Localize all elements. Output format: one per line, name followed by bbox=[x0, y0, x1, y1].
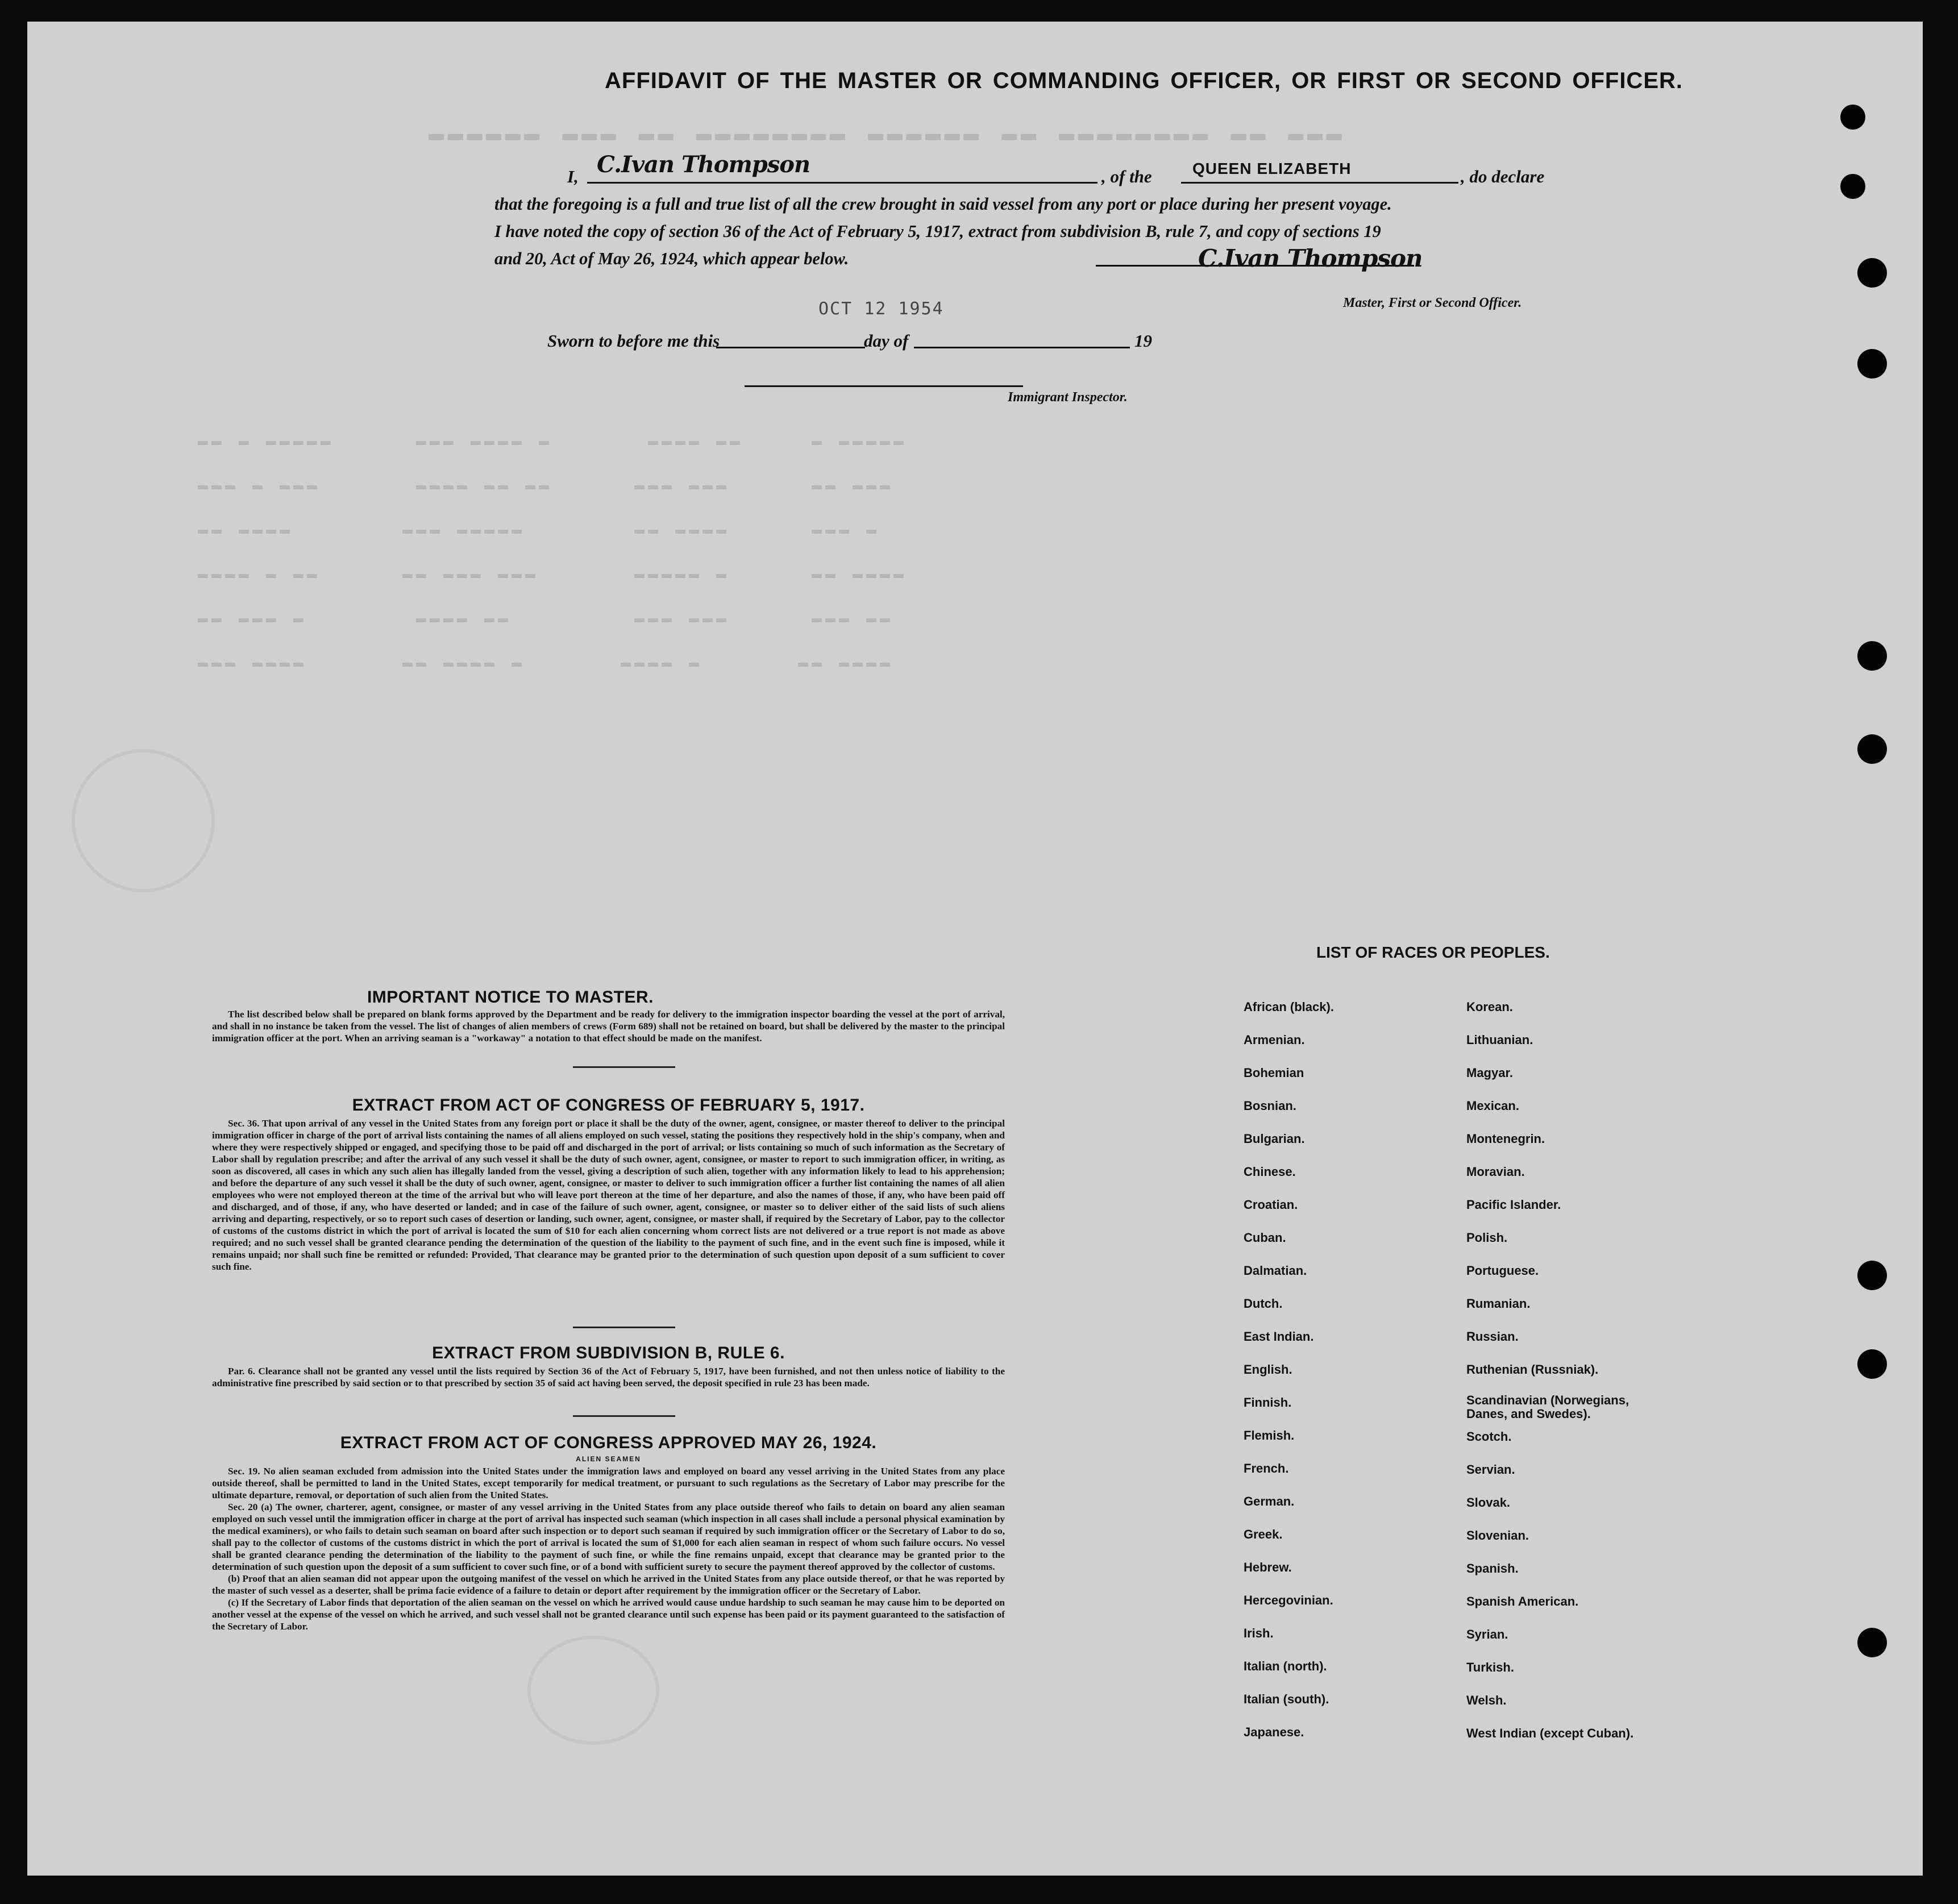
race-item: Welsh. bbox=[1466, 1693, 1507, 1707]
affidavit-title: AFFIDAVIT OF THE MASTER OR COMMANDING OFFICER, OR FIRST OR SECOND OFFICER. bbox=[605, 68, 1683, 93]
race-item: Spanish. bbox=[1466, 1561, 1519, 1575]
bleed-through-rows: ▬▬ ▬ ▬▬▬▬▬ ▬▬▬ ▬▬▬▬ ▬ ▬▬▬▬ ▬▬ ▬ ▬▬▬▬▬ ▬▬▬ ▬ ▬▬▬ ▬▬▬▬ ▬▬ ▬▬ ▬▬▬ ▬▬▬ ▬▬ ▬▬▬ ▬▬ ▬▬▬▬ ▬▬▬ ▬▬▬▬▬ ▬▬ ▬▬▬▬ ▬▬▬ ▬ ▬▬▬▬ ▬ ▬▬ ▬▬ ▬▬▬ ▬▬▬ ▬▬▬▬▬ ▬ ▬▬ ▬▬▬▬ ▬▬ ▬▬▬ ▬ ▬▬▬▬ ▬▬ ▬▬▬ ▬▬▬ ▬▬▬ ▬▬ ▬▬▬ ▬▬▬▬ ▬▬ ▬▬▬▬ ▬ ▬▬▬▬ ▬ ▬▬ ▬▬▬▬ bbox=[198, 432, 908, 673]
declaration-line-4: and 20, Act of May 26, 1924, which appear below. bbox=[494, 249, 849, 268]
race-item: Moravian. bbox=[1466, 1165, 1525, 1179]
extract-1917-text bbox=[212, 1117, 1005, 1273]
race-item: Montenegrin. bbox=[1466, 1132, 1545, 1146]
race-item: Irish. bbox=[1244, 1626, 1274, 1640]
races-title: LIST OF RACES OR PEOPLES. bbox=[1316, 943, 1550, 961]
race-item: Mexican. bbox=[1466, 1099, 1519, 1113]
race-item: Scotch. bbox=[1466, 1429, 1512, 1444]
sworn-month-line bbox=[914, 347, 1130, 348]
year-prefix: 19 bbox=[1134, 331, 1152, 351]
race-item: Bohemian bbox=[1244, 1066, 1304, 1080]
race-item: Italian (south). bbox=[1244, 1692, 1329, 1706]
sec20a-paragraph: Sec. 20 (a) The owner, charterer, agent, consignee, or master of any vessel arriving in the United States from any place outside thereof who fails to detain on board any alien seaman employed on such vessel until the immigration officer in charge at the port of arrival has inspected such seaman (which inspection in all cases shall include a personal physical examination by the medical examiners), or who fails to detain such seaman on board after such inspection or to deport such seaman if required by such immigration officer or the Secretary of Labor to do so, shall pay to the collector of customs of the customs district in which the port of arrival is located the sum of $1,000 for each alien seaman in respect of whom such failure occurs. No vessel shall be granted clearance pending the determination of the liability to the payment of such fine, or while the fine remains unpaid, except that clearance may be granted prior to the determination of such question upon the deposit of a sum sufficient to cover such fine, or of a bond with sufficient surety to secure the payment thereof approved by the collector of customs. bbox=[212, 1502, 1005, 1572]
declaration-prefix: I, bbox=[567, 167, 579, 186]
punch-hole bbox=[1857, 349, 1887, 379]
race-item: Bosnian. bbox=[1244, 1099, 1296, 1113]
race-item: East Indian. bbox=[1244, 1329, 1314, 1344]
rule6-paragraph: Par. 6. Clearance shall not be granted any vessel until the lists required by Section 36 of the Act of February 5, 1917, have been furnished, and not then unless notice of liability to the administrative fine prescribed by said section or to that prescribed by section 35 of said act having been served, the deposit specified in rule 23 has been made. bbox=[212, 1366, 1005, 1388]
inspector-caption: Immigrant Inspector. bbox=[1008, 390, 1128, 405]
rule6-title: EXTRACT FROM SUBDIVISION B, RULE 6. bbox=[432, 1344, 785, 1362]
punch-hole bbox=[1857, 258, 1887, 288]
punch-hole bbox=[1857, 734, 1887, 764]
sec20c-paragraph: (c) If the Secretary of Labor finds that deportation of the alien seaman on the vessel on which he arrived would cause undue hardship to such seaman he may cause him to be deported on another vessel at the expense of the vessel on which he arrived, and such vessel shall not be granted clearance until such expense has been paid or its payment guaranteed to the satisfaction of the Secretary of Labor. bbox=[212, 1597, 1005, 1632]
race-item: Polish. bbox=[1466, 1230, 1508, 1245]
race-item: Servian. bbox=[1466, 1462, 1515, 1477]
race-item: Rumanian. bbox=[1466, 1296, 1531, 1311]
notice-paragraph: The list described below shall be prepared on blank forms approved by the Department and be ready for delivery to the immigration inspector boarding the vessel at the port of arrival, and shall in no instance be taken from the vessel. The list of changes of alien members of crews (Form 689) shall not be retained on board, but shall be delivered by the master to the principal immigration officer at the port. When an arriving seaman is a "workaway" a notation to that effect should be made on the manifest. bbox=[212, 1009, 1005, 1044]
race-item: Hercegovinian. bbox=[1244, 1593, 1333, 1607]
race-item: Italian (north). bbox=[1244, 1659, 1327, 1673]
faint-seal-mark-lower bbox=[527, 1636, 659, 1745]
race-item: Bulgarian. bbox=[1244, 1132, 1305, 1146]
officer-signature: C.Ivan Thompson bbox=[1198, 244, 1423, 272]
race-item: German. bbox=[1244, 1494, 1295, 1508]
extract-1917-title: EXTRACT FROM ACT OF CONGRESS OF FEBRUARY 5, 1917. bbox=[352, 1096, 865, 1115]
declaration-line-2: that the foregoing is a full and true list of all the crew brought in said vessel from any port or place during her present voyage. bbox=[494, 194, 1392, 214]
race-item: Dutch. bbox=[1244, 1296, 1283, 1311]
punch-hole bbox=[1857, 1261, 1887, 1290]
race-item: English. bbox=[1244, 1362, 1292, 1377]
punch-hole bbox=[1857, 1349, 1887, 1379]
sworn-text: Sworn to before me this bbox=[547, 331, 720, 351]
punch-hole bbox=[1857, 641, 1887, 671]
race-item: West Indian (except Cuban). bbox=[1466, 1726, 1634, 1740]
signer-name-signature: C.Ivan Thompson bbox=[597, 151, 810, 178]
race-item: Pacific Islander. bbox=[1466, 1198, 1561, 1212]
extract-1924-text bbox=[212, 1465, 1005, 1632]
officer-signature-caption: Master, First or Second Officer. bbox=[1343, 296, 1522, 310]
of-the-label: , of the bbox=[1101, 167, 1152, 186]
punch-hole bbox=[1840, 174, 1865, 199]
race-item: Ruthenian (Russniak). bbox=[1466, 1362, 1599, 1377]
race-item: Cuban. bbox=[1244, 1230, 1286, 1245]
race-item: Lithuanian. bbox=[1466, 1033, 1533, 1047]
rule6-text bbox=[212, 1365, 1005, 1389]
bleed-through-heading: ▬▬▬ ▬▬ ▬▬▬▬▬▬▬▬ ▬▬ ▬▬▬▬▬▬ ▬▬▬▬▬▬▬▬ ▬▬ ▬▬▬ ▬▬▬▬▬▬ bbox=[425, 119, 1342, 149]
race-item: Croatian. bbox=[1244, 1198, 1298, 1212]
punch-hole bbox=[1857, 1628, 1887, 1657]
date-stamp: OCT 12 1954 bbox=[818, 299, 944, 319]
race-item: Portuguese. bbox=[1466, 1263, 1539, 1278]
sec36-paragraph: Sec. 36. That upon arrival of any vessel in the United States from any foreign port or place it shall be the duty of the owner, agent, consignee, or master thereof to deliver to the principal immigration officer in charge of the port of arrival lists containing the names of all aliens employed on such vessel, stating the positions they respectively hold in the ship's company, when and where they were respectively shipped or engaged, and specifying those to be paid off and discharged in the port of arrival; or lists containing so much of such information as the Secretary of Labor shall by regulation prescribe; and after the arrival of any such vessel it shall be the duty of such owner, agent, consignee, or master to report to such immigration officer, in writing, as soon as discovered, all cases in which any such alien has illegally landed from the vessel, giving a description of such alien, together with any information likely to lead to his apprehension; and before the departure of any such vessel it shall be the duty of such owner, agent, consignee, or master to deliver to such immigration officer a further list containing the names of all alien employees who were not employed thereon at the time of the arrival but who will leave port thereon at the time of her departure, and also the names of those, if any, who have been paid off and discharged, and of those, if any, who have deserted or landed; and in case of the failure of such owner, agent, consignee, or master so to deliver either of the said lists of such aliens arriving and departing, respectively, or so to report such cases of desertion or landing, such owner, agent, consignee, or master shall, if required by the Secretary of Labor, pay to the collector of customs of the customs district in which the port of arrival is located the sum of $10 for each alien concerning whom correct lists are not delivered or a true report is not made as above required; and no such vessel shall be granted clearance pending the determination of the question of the liability to the payment of such fine, and in the event such fine is imposed, while it remains unpaid; nor shall such fine be remitted or refunded: Provided, That clearance may be granted prior to the determination of such question upon deposit of a sum sufficient to cover such fine. bbox=[212, 1118, 1005, 1272]
extract-1924-title: EXTRACT FROM ACT OF CONGRESS APPROVED MAY 26, 1924. bbox=[340, 1433, 877, 1452]
faint-seal-mark bbox=[72, 749, 215, 892]
sec20b-paragraph: (b) Proof that an alien seaman did not appear upon the outgoing manifest of the vessel on which he arrived in the United States from any place outside thereof, or that he was reported by the master of such vessel as a deserter, shall be prima facie evidence of a failure to detain or deport after requirement by the immigration officer or the Secretary of Labor. bbox=[212, 1573, 1005, 1596]
day-of-label: day of bbox=[864, 331, 909, 351]
race-item: Slovak. bbox=[1466, 1495, 1511, 1510]
notice-text bbox=[212, 1008, 1005, 1044]
race-item: French. bbox=[1244, 1461, 1289, 1475]
race-item: Slovenian. bbox=[1466, 1528, 1529, 1543]
race-item: Korean. bbox=[1466, 1000, 1513, 1014]
race-item: African (black). bbox=[1244, 1000, 1334, 1014]
race-item: Armenian. bbox=[1244, 1033, 1305, 1047]
race-item: Scandinavian (Norwegians, Danes, and Swedes). bbox=[1466, 1393, 1629, 1421]
sworn-day-line bbox=[716, 347, 865, 348]
race-item: Magyar. bbox=[1466, 1066, 1513, 1080]
signer-name-line bbox=[587, 182, 1098, 184]
sec19-paragraph: Sec. 19. No alien seaman excluded from admission into the United States under the immigration laws and employed on board any vessel arriving in the United States from any place outside thereof, shall be permitted to land in the United States, except temporarily for medical treatment, or pursuant to such regulations as the Secretary of Labor may prescribe for the ultimate departure, removal, or deportation of such alien from the United States. bbox=[212, 1466, 1005, 1500]
section-divider bbox=[573, 1415, 675, 1417]
vessel-name-line bbox=[1181, 182, 1458, 184]
document-page bbox=[27, 22, 1923, 1876]
inspector-signature-line bbox=[745, 385, 1023, 387]
do-declare-label: , do declare bbox=[1461, 167, 1545, 186]
race-item: Japanese. bbox=[1244, 1725, 1304, 1739]
race-item: Greek. bbox=[1244, 1527, 1283, 1541]
race-item: Spanish American. bbox=[1466, 1594, 1579, 1608]
vessel-name: QUEEN ELIZABETH bbox=[1192, 160, 1352, 177]
notice-title: IMPORTANT NOTICE TO MASTER. bbox=[367, 988, 654, 1007]
section-divider bbox=[573, 1066, 675, 1068]
race-item: Dalmatian. bbox=[1244, 1263, 1307, 1278]
race-item: Chinese. bbox=[1244, 1165, 1296, 1179]
race-item: Syrian. bbox=[1466, 1627, 1508, 1641]
punch-hole bbox=[1840, 105, 1865, 130]
alien-seamen-subhead: ALIEN SEAMEN bbox=[576, 1455, 641, 1463]
race-item: Turkish. bbox=[1466, 1660, 1514, 1674]
race-item: Flemish. bbox=[1244, 1428, 1295, 1442]
section-divider bbox=[573, 1327, 675, 1328]
declaration-line-3: I have noted the copy of section 36 of the Act of February 5, 1917, extract from subdivision B, rule 7, and copy of sections 19 bbox=[494, 222, 1381, 241]
race-item: Hebrew. bbox=[1244, 1560, 1292, 1574]
race-item: Finnish. bbox=[1244, 1395, 1292, 1410]
race-item: Russian. bbox=[1466, 1329, 1519, 1344]
